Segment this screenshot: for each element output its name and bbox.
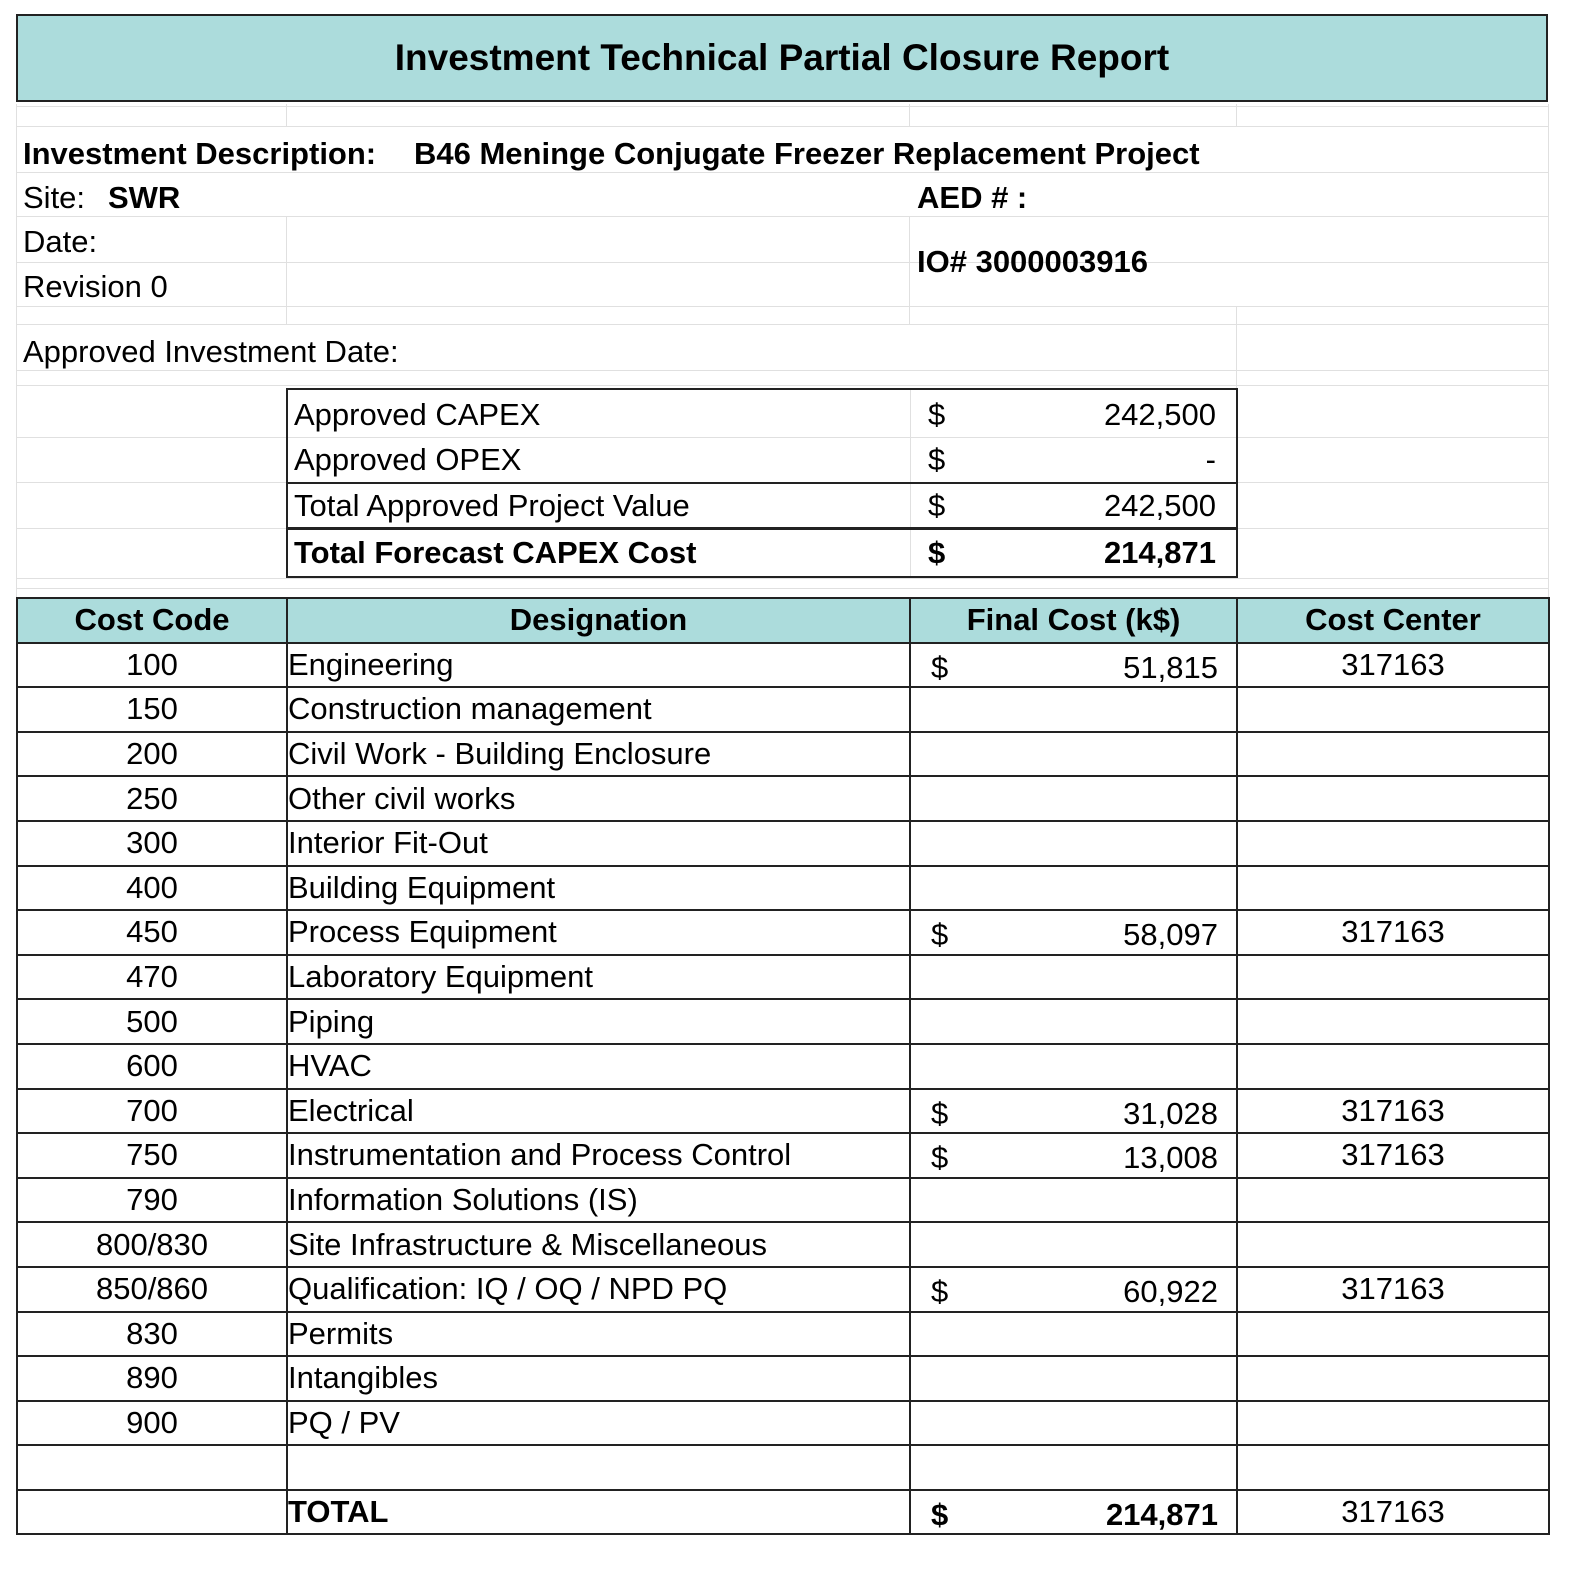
gridline (1548, 104, 1549, 597)
total-forecast-capex-row (288, 530, 1236, 575)
cost-center: 317163 (1237, 643, 1549, 688)
gridline (16, 370, 1548, 371)
designation: Instrumentation and Process Control (287, 1133, 910, 1178)
approved-capex-currency: $ (928, 397, 946, 432)
aed-label: AED # : (917, 180, 1028, 215)
final-cost-cell (910, 1445, 1237, 1490)
final-cost-cell (910, 732, 1237, 777)
gridline (909, 104, 910, 126)
final-cost-currency: $ (931, 917, 949, 953)
gridline (1236, 306, 1237, 388)
approved-capex-value: 242,500 (1103, 397, 1216, 432)
column-header-designation: Designation (287, 598, 910, 643)
gridline (16, 172, 1548, 173)
total-approved-value-label: Total Approved Project Value (294, 488, 690, 523)
cost-code: 900 (17, 1401, 287, 1446)
total-approved-value-value: 242,500 (1103, 488, 1216, 523)
designation (287, 1445, 910, 1490)
final-cost-cell (910, 1267, 1237, 1312)
final-cost-cell (910, 643, 1237, 688)
gridline (286, 216, 287, 324)
approved-opex-value: - (1205, 442, 1216, 477)
cost-center: 317163 (1237, 1267, 1549, 1312)
gridline (16, 306, 1548, 307)
cost-code: 400 (17, 866, 287, 911)
cost-center (1237, 776, 1549, 821)
cost-center (1237, 1401, 1549, 1446)
final-cost-cell (910, 1133, 1237, 1178)
cost-center (1237, 1044, 1549, 1089)
designation: HVAC (287, 1044, 910, 1089)
cost-center (1237, 1222, 1549, 1267)
table-row (17, 1222, 1549, 1267)
final-cost-cell (910, 1044, 1237, 1089)
total-code-cell (17, 1490, 287, 1535)
total-approved-value-currency: $ (928, 488, 946, 523)
cost-code: 750 (17, 1133, 287, 1178)
column-header-final-cost: Final Cost (k$) (910, 598, 1237, 643)
gridline (16, 104, 17, 597)
cost-code: 800/830 (17, 1222, 287, 1267)
gridline (16, 588, 1548, 589)
table-row (17, 643, 1549, 688)
final-cost-cell (910, 999, 1237, 1044)
table-row (17, 866, 1549, 911)
cost-code: 600 (17, 1044, 287, 1089)
gridline (286, 104, 287, 126)
column-header-cost-code: Cost Code (17, 598, 287, 643)
table-row (17, 1178, 1549, 1223)
final-cost-currency: $ (931, 1273, 949, 1309)
total-forecast-capex-label: Total Forecast CAPEX Cost (294, 535, 697, 570)
gridline (16, 385, 1548, 386)
designation: Interior Fit-Out (287, 821, 910, 866)
io-number: IO# 3000003916 (917, 244, 1148, 279)
gridline (16, 216, 1548, 217)
cost-center (1237, 821, 1549, 866)
table-row (17, 687, 1549, 732)
final-cost-cell (910, 1089, 1237, 1134)
designation: Process Equipment (287, 910, 910, 955)
designation: Civil Work - Building Enclosure (287, 732, 910, 777)
table-row (17, 732, 1549, 777)
cost-code: 790 (17, 1178, 287, 1223)
investment-description-label: Investment Description: (23, 136, 377, 171)
cost-center: 317163 (1237, 1089, 1549, 1134)
final-cost-value: 13,008 (1123, 1140, 1218, 1176)
designation: PQ / PV (287, 1401, 910, 1446)
table-row (17, 1133, 1549, 1178)
gridline (1236, 104, 1237, 126)
table-row (17, 1445, 1549, 1490)
designation: Building Equipment (287, 866, 910, 911)
column-header-cost-center: Cost Center (1237, 598, 1549, 643)
table-row (17, 1312, 1549, 1357)
total-label: TOTAL (287, 1490, 910, 1535)
gridline (16, 126, 1548, 127)
final-cost-value: 51,815 (1123, 649, 1218, 685)
gridline (16, 106, 1548, 107)
investment-description-value: B46 Meninge Conjugate Freezer Replacement Project (414, 136, 1200, 171)
site-value: SWR (108, 180, 181, 215)
cost-center: 317163 (1237, 1133, 1549, 1178)
cost-code: 830 (17, 1312, 287, 1357)
designation: Electrical (287, 1089, 910, 1134)
cost-code: 200 (17, 732, 287, 777)
cost-center (1237, 1356, 1549, 1401)
table-row (17, 1044, 1549, 1089)
approved-opex-row (288, 437, 1236, 482)
final-cost-currency: $ (931, 1140, 949, 1176)
cost-table (16, 597, 1550, 1535)
gridline (16, 578, 1548, 579)
final-cost-cell (910, 1356, 1237, 1401)
cost-code: 300 (17, 821, 287, 866)
total-cost-cell (910, 1490, 1237, 1535)
final-cost-value: 31,028 (1123, 1095, 1218, 1131)
approved-capex-row (288, 392, 1236, 437)
cost-center: 317163 (1237, 910, 1549, 955)
final-cost-value: 58,097 (1123, 917, 1218, 953)
cost-center (1237, 866, 1549, 911)
site-label: Site: (23, 180, 86, 215)
designation: Piping (287, 999, 910, 1044)
approved-investment-date-label: Approved Investment Date: (23, 334, 399, 369)
final-cost-currency: $ (931, 649, 949, 685)
cost-code: 890 (17, 1356, 287, 1401)
approved-capex-label: Approved CAPEX (294, 397, 541, 432)
cost-code: 850/860 (17, 1267, 287, 1312)
table-row (17, 1089, 1549, 1134)
designation: Site Infrastructure & Miscellaneous (287, 1222, 910, 1267)
cost-center (1237, 1445, 1549, 1490)
table-row (17, 1267, 1549, 1312)
designation: Permits (287, 1312, 910, 1357)
table-row (17, 999, 1549, 1044)
final-cost-cell (910, 910, 1237, 955)
cost-center (1237, 1178, 1549, 1223)
table-row (17, 1356, 1549, 1401)
final-cost-value: 60,922 (1123, 1273, 1218, 1309)
designation: Construction management (287, 687, 910, 732)
table-row (17, 910, 1549, 955)
cost-center (1237, 999, 1549, 1044)
cost-code: 450 (17, 910, 287, 955)
designation: Information Solutions (IS) (287, 1178, 910, 1223)
total-forecast-capex-value: 214,871 (1103, 535, 1216, 570)
cost-code: 700 (17, 1089, 287, 1134)
cost-code: 470 (17, 955, 287, 1000)
cost-center (1237, 1312, 1549, 1357)
designation: Laboratory Equipment (287, 955, 910, 1000)
cost-table-header (17, 598, 1549, 643)
gridline (16, 262, 1548, 263)
final-cost-cell (910, 1401, 1237, 1446)
designation: Engineering (287, 643, 910, 688)
designation: Qualification: IQ / OQ / NPD PQ (287, 1267, 910, 1312)
total-forecast-capex-currency: $ (928, 535, 946, 570)
approved-values-box (286, 388, 1238, 578)
cost-center (1237, 955, 1549, 1000)
total-currency: $ (931, 1496, 949, 1532)
approved-opex-currency: $ (928, 442, 946, 477)
total-approved-value-row (288, 483, 1236, 528)
designation: Intangibles (287, 1356, 910, 1401)
final-cost-currency: $ (931, 1095, 949, 1131)
approved-opex-label: Approved OPEX (294, 442, 522, 477)
report-title: Investment Technical Partial Closure Report (16, 14, 1548, 102)
final-cost-cell (910, 866, 1237, 911)
total-cost: 214,871 (1105, 1496, 1218, 1532)
gridline (16, 324, 1548, 325)
table-row (17, 821, 1549, 866)
table-row (17, 955, 1549, 1000)
cost-code (17, 1445, 287, 1490)
final-cost-cell (910, 1222, 1237, 1267)
cost-center (1237, 687, 1549, 732)
final-cost-cell (910, 955, 1237, 1000)
date-label: Date: (23, 224, 98, 259)
cost-code: 150 (17, 687, 287, 732)
total-cost-center: 317163 (1237, 1490, 1549, 1535)
revision-label: Revision 0 (23, 269, 168, 304)
cost-code: 250 (17, 776, 287, 821)
cost-center (1237, 732, 1549, 777)
table-row (17, 776, 1549, 821)
designation: Other civil works (287, 776, 910, 821)
final-cost-cell (910, 1178, 1237, 1223)
total-row (17, 1490, 1549, 1535)
final-cost-cell (910, 776, 1237, 821)
final-cost-cell (910, 821, 1237, 866)
final-cost-cell (910, 1312, 1237, 1357)
cost-code: 500 (17, 999, 287, 1044)
gridline (909, 216, 910, 324)
final-cost-cell (910, 687, 1237, 732)
cost-table-body (17, 643, 1549, 1490)
table-row (17, 1401, 1549, 1446)
cost-code: 100 (17, 643, 287, 688)
